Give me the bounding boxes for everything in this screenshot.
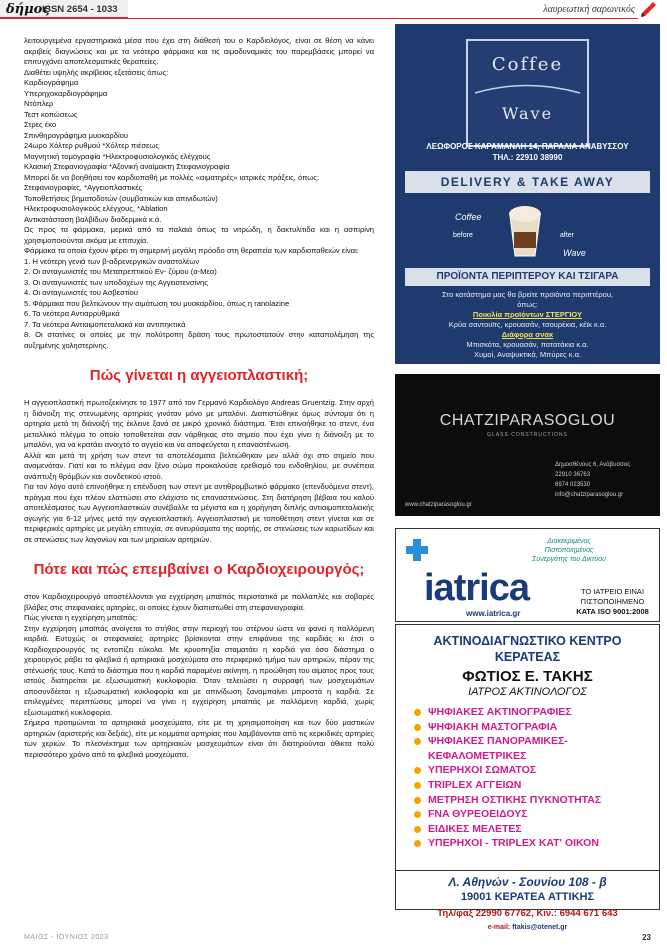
paragraph: 4. Οι ανταγωνιστές του Ασβεστίου [24,288,138,297]
paragraph: Υπερηχοκαρδιογράφημα [24,88,108,98]
paragraph: Τοποθετήσεις βηματοδοτών (συμβατικών και απινιδωτών) [24,193,218,203]
bullet-icon [414,811,421,818]
radiology-title-line2: ΚΕΡΑΤΕΑΣ [494,650,561,664]
coffee-address: ΛΕΩΦΟΡΟΣ ΚΑΡΑΜΑΝΛΗ 14, ΠΑΡΑΛΙΑ ΑΝΑΒΥΣΣΟΥ [426,142,629,151]
service-item [414,734,654,749]
issue-label: ΜΑΙΟΣ - ΙΟΥΝΙΟΣ 2023 [24,934,109,941]
paragraph: Διαθέτει υψηλής ακρίβειας εξετάσεις όπως: [24,67,169,77]
delivery-banner: DELIVERY & TAKE AWAY [405,171,650,193]
radiology-ad [395,624,660,931]
iso-certification [566,587,659,617]
paragraph: 5. Φάρμακα που βελτιώνουν την αιμάτωση του μυοκαρδίου, όπως η ranolazine [24,298,290,308]
info-highlight: Ποικιλία προϊόντων ΣΤΕΡΓΙΟΥ [472,310,583,319]
iso-line: ΠΙΣΤΟΠΟΙΗΜΕΝΟ [580,597,645,606]
radiology-email [396,924,659,931]
service-label: ΚΕΦΑΛΟΜΕΤΡΙΚΕΣ [428,749,527,762]
bullet-icon [414,826,421,833]
paragraph: 8. Οι στατίνες οι οποίες με την πολύτροπη δράση τους πρωτοστατούν στην καταπολέμηση της αυξημένης χοληστερίνης. [24,330,374,350]
paragraph: Ηλεκτροφυσιολογικούς ελέγχους, *Ablation [24,204,168,213]
paragraph: Κλασική Στεφανιογραφία *Αξονική αναίμακτη Στεφανιογραφία [24,162,230,171]
paragraph: Καρδιογράφημα [24,78,79,87]
radiology-address2: 19001 ΚΕΡΑΤΕΑ ΑΤΤΙΚΗΣ [460,891,595,903]
service-label: ΕΙΔΙΚΕΣ ΜΕΛΕΤΕΣ [428,822,522,835]
info-line: Μπισκότα, κρουασάν, πατατάκια κ.α. [466,340,589,349]
service-label: ΥΠΕΡΗΧΟΙ - TRIPLEX ΚΑΤ' ΟΙΚΟΝ [428,837,599,850]
service-item [414,749,654,764]
paragraph: Στην εγχείρηση μπαϊπάς ανοίγεται το στήθος στην περιοχή του στέρνου ώστε να φανεί η παλλόμενη καρδιά. Ευτυχώς οι στεφανιαίες αρτηρίες βρίσκονται στην επιφάνεια της καρδιάς κι έτσι ο Καρδιοχειρουργός τις εντοπίζει εύκολα. Με κρυοπηξία σταματάει η καρδιά για όσο διάστημα ο χειρουργός ράβει τα φλεβικά ή αρτηριακά μοσχεύματα στο περιφερικό τμήμα των αρτηριών, πέραν της στένωσής τους. Κατά το διάστημα που η καρδιά παραμένει ακίνητη, η προώθηση του αίματος προς τους ιστούς διατηρείται με εξωσωματική κυκλοφορία. Όταν τελειώσει η συρραφή των μοσχευμάτων αποσυνδέεται η εξωσωματική κυκλοφορία και με απινίδωση ξαναμπαίνει μπροστά η καρδιά. Σε επιλεγμένες περιπτώσεις μπορεί να γίνει η εγχείρηση μπαϊπάς με παλλόμενη καρδιά, χωρίς εξωσωματική κυκλοφορία. [24,623,374,717]
company-website: www.chatziparasoglou.gr [405,502,472,508]
paragraph: Για τον λόγο αυτό επινοήθηκε η επένδυση των στεντ με αντιθρομβωτικό φάρμακο (επενδυόμενα στεντ), πράγμα που έχει πλέον ελαττώσει στο ελάχιστο τις επαναστενώσεις. Στη διατήρηση βέβαια του καλού αποτελέσματος των Αγγειοπλαστικών συνέβαλλε τα μέγιστα και η χορήγηση διπλής αντιαιμοπεταλιακής αγωγής για 6-12 μήνες μετά την αγγειοπλαστική. Αγγειοπλαστική με τοποθέτηση στεντ γίνεται και σε περιφερικές αρτηρίες με μεγάλη επιτυχία, σε ανευρύσματα της αορτής, σε στενώσεις των καρωτίδων και σε στενώσεις των λαγονίων και των μηριαίων αρτηριών. [24,482,374,544]
paragraph: Ως προς τα φάρμακα, μερικά από τα παλαιά όπως τα νιτρώδη, η δακτυλίτιδα και η ασπιρίνη χρησιμοποιούνται ακόμα με επιτυχία. [24,225,374,245]
radiology-phones: Τηλ/φαξ 22990 67762, Κιν.: 6944 671 643 [437,908,618,919]
cup-label-right: after [560,232,575,239]
page-number: 23 [642,933,651,942]
article-column [24,36,374,760]
service-item [414,822,654,837]
service-item [414,720,654,735]
company-subtitle: GLASS CONSTRUCTIONS [487,432,568,438]
service-label: ΨΗΦΙΑΚΕΣ ΑΚΤΙΝΟΓΡΑΦΙΕΣ [428,706,572,718]
medical-cross-icon [406,539,428,561]
coffee-wave-ad [395,24,660,364]
cup-label-bottom: Wave [563,248,586,258]
email-label: e-mail: [487,924,511,931]
company-address: Δημοσθένους 6, Ανάβυσσος [555,462,631,468]
tagline-line: Συνεργάτης του Δικτύου [532,556,606,563]
info-line: Στο κατάστημα μας θα βρείτε προϊόντα περιπτέρου, [441,290,614,299]
info-line: Χυμοί, Αναψυκτικά, Μπύρες κ.α. [473,350,582,359]
radiology-address1: Λ. Αθηνών - Σουνίου 108 - β [448,875,607,889]
paragraph: 7. Τα νεότερα Αντιαιμοπεταλιακά και αντιπηκτικά [24,319,186,329]
tagline-line: Πιστοποιημένος [544,547,594,554]
service-label: ΨΗΦΙΑΚΗ ΜΑΣΤΟΓΡΑΦΙΑ [428,720,558,733]
email-value: ftakis@otenet.gr [512,924,568,931]
service-item [414,793,654,808]
service-label: ΨΗΦΙΑΚΕΣ ΠΑΝΟΡΑΜΙΚΕΣ- [428,735,568,748]
bullet-icon [414,797,421,804]
service-label: FNA ΘΥΡΕΟΕΙΔΟΥΣ [428,808,528,821]
paragraph: Φάρμακα τα οποία έχουν φέρει τη σημερινή μεγάλη πρόοδο στη θεραπεία των καρδιοπαθειών είναι: [24,246,359,255]
service-item [414,705,654,720]
service-label: ΜΕΤΡΗΣΗ ΟΣΤΙΚΗΣ ΠΥΚΝΟΤΗΤΑΣ [428,793,602,806]
company-email: info@chatziparasoglou.gr [555,492,624,498]
bullet-icon [414,782,421,789]
iso-line: ΚΑΤΑ ISO 9001:2008 [576,607,649,616]
paragraph: Στρες έκο [24,120,57,129]
radiology-title [396,633,659,665]
magazine-logo: δήμος [6,2,51,17]
paragraph: λειτουργεμένα εργαστηριακά μέσα που έχει στη διάθεσή του ο Καρδιολόγος, είναι σε θέση να κάνει ακριβείς διαγνώσεις και με τα νεότερα φάρμακα και τις αιμοδυναμικές του παρεμβάσεις μπορεί να επιτυγχάνει αποτελεσματικές θεραπείες. [24,36,374,66]
service-item [414,778,654,793]
coffee-cup-icon [502,202,548,258]
page-header [0,0,667,24]
paragraph: Τεστ κοπώσεως [24,109,78,119]
paragraph: 6. Τα νεότερα Αντιαρρυθμικά [24,309,120,318]
services-list [414,705,654,851]
cup-label-top: Coffee [455,212,482,222]
doctor-name: ΦΩΤΙΟΣ Ε. ΤΑΚΗΣ [462,668,593,685]
paragraph: Σήμερα προτιμώνται τα αρτηριακά μοσχεύματα, είτε με τη χρησιμοποίηση και των δύο μαστικών αρτηριών (αριστερής και δεξιάς), είτε με κομμάτια αρτηρίας που λαμβάνονται από τις κερκιδικές αρτηρίες των χεριών. Το πλεονέκτημα των αρτηριακών μοσχευμάτων είναι ότι διατηρούνται άθικτα πολύ περισσότερο χρόνο από τα φλεβικά μοσχεύματα. [24,718,374,759]
company-phone1: 22910 36763 [555,472,591,478]
products-banner: ΠΡΟΪΟΝΤΑ ΠΕΡΙΠΤΕΡΟΥ ΚΑΙ ΤΣΙΓΑΡΑ [405,268,650,286]
section-label: λαυρεωτική σαρωνικός [543,4,635,15]
service-item [414,763,654,778]
service-item [414,836,654,851]
iatrica-tagline [480,537,658,564]
paragraph: 2. Οι ανταγωνιστές του Μετατρεπτικού Εν- ζύμου (α-Μεα) [24,267,217,276]
paragraph: 24ωρο Χόλτερ ρυθμού *Χόλτερ πιέσεως [24,141,160,150]
iatrica-ad [395,528,660,622]
coffee-info [395,290,660,360]
info-line: Κρύα σαντουϊτς, κρουασάν, τσουρέκια, κέϊκ κ.α. [448,320,607,329]
pen-icon [639,1,659,19]
info-highlight: Διάφορα σνακ [501,330,554,339]
tagline-line: Διακεκριμένος [547,538,591,545]
bullet-icon [414,738,421,745]
heading-angioplasty: Πώς γίνεται η αγγειοπλαστική; [89,367,309,384]
paragraph: 3. Οι ανταγωνιστές των υποδοχέων της Αγγειοτενσίνης [24,277,208,287]
radiology-title-line1: ΑΚΤΙΝΟΔΙΑΓΝΩΣΤΙΚΟ ΚΕΝΤΡΟ [433,634,622,648]
doctor-role: ΙΑΤΡΟΣ ΑΚΤΙΝΟΛΟΓΟΣ [468,686,587,698]
service-item [414,807,654,822]
paragraph: 1. Η νεότερη γενιά των β-αδρενεργικών αναστολέων [24,256,200,266]
bullet-icon [414,724,421,731]
brand-line1: Coffee [491,54,564,75]
info-line: όπως: [517,300,538,309]
issn-label: ISSN 2654 - 1033 [42,4,118,15]
intro-block [24,36,374,351]
paragraph: Στεφανιογραφίες, *Αγγειοπλαστικές [24,183,143,192]
iatrica-website: www.iatrica.gr [466,609,521,618]
bullet-icon [414,840,421,847]
service-label: TRIPLEX ΑΓΓΕΙΩΝ [428,778,522,791]
paragraph: Αλλά και μετά τη χρήση των στεντ τα αποτελέσματα βελτιώθηκαν μεν αλλά όχι στο σημείο που αναμενόταν. Γιατί και το πλέγμα σαν ξένο σώμα προκαλούσε ερεθισμό του ενδοθηλίου, με συνέπεια ανάπτυξη θρόμβων και συνδετικού ιστού. [24,450,374,481]
iso-line: ΤΟ ΙΑΤΡΕΙΟ ΕΙΝΑΙ [580,587,645,596]
paragraph: Αντικατάσταση βαλβίδων διαδερμικά κ.ά. [24,214,162,224]
paragraph: Η αγγειοπλαστική πρωτοξεκίνησε το 1977 από τον Γερμανό Καρδιολόγο Andreas Gruentzig. Στην αρχή η διάνοιξη της στενωμένης αρτηρίας γινόταν μόνο με μπαλόνι. Διαπιστώθηκε όμως σύντομα ότι η αρτηρία μετά τη διάνοιξή της έκλεινε ξανά σε μικρό χρονικό διάστημα. Έτσι επινοήθηκε το στεντ, ένα μεταλλικό πλέγμα το οποίο τοποθετείται σαν νάρθηκας στο σημείο που έχει γίνει η διάνοιξη με το μπαλόνι, για να κρατάει ανοιχτό το αγγείο και να αποφεύγεται η επαναστένωση. [24,398,374,449]
surgeon-block [24,592,374,760]
cup-label-left: before [453,232,473,239]
paragraph: Μπορεί δε να βοηθήσει τον καρδιοπαθή με πολλές «αιματηρές» ιατρικές πράξεις, όπως: [24,172,319,182]
chatziparasoglou-ad [395,374,660,516]
heading-surgeon: Πότε και πώς επεμβαίνει ο Καρδιοχειρουργός; [33,561,365,578]
bullet-icon [414,709,421,716]
brand-line2: Wave [501,104,554,123]
company-phone2: 6974 023530 [555,482,591,488]
bullet-icon [414,767,421,774]
company-name: CHATZIPARASOGLOU [439,412,616,429]
iatrica-brand: iatrica [424,567,529,609]
paragraph: Πώς γίνεται η εγχείρηση μπαϊπάς: [24,613,138,622]
angioplasty-block [24,398,374,545]
service-label: ΥΠΕΡΗΧΟΙ ΣΩΜΑΤΟΣ [428,764,537,777]
paragraph: Ντόπλερ [24,99,54,108]
header-rule [128,18,638,19]
paragraph: Μαγνητική τομογραφία *Ηλεκτροφυσιολογικός ελέγχους [24,151,211,161]
paragraph: Σπινθηρογράφημα μυοκαρδίου [24,130,129,140]
coffee-phone: ΤΗΛ.: 22910 38990 [492,153,563,162]
paragraph: στον Καρδιοχειρουργό αποστέλλονται για εγχείρηση μπαϊπάς περιστατικά με πολλαπλές και σοβαρές βλάβες στις στεφανιαίες αρτηρίες, οι οποίες έχουν διαπιστωθεί στη στεφανιογραφία. [24,592,374,612]
divider [396,870,659,871]
company-contacts [555,460,630,500]
